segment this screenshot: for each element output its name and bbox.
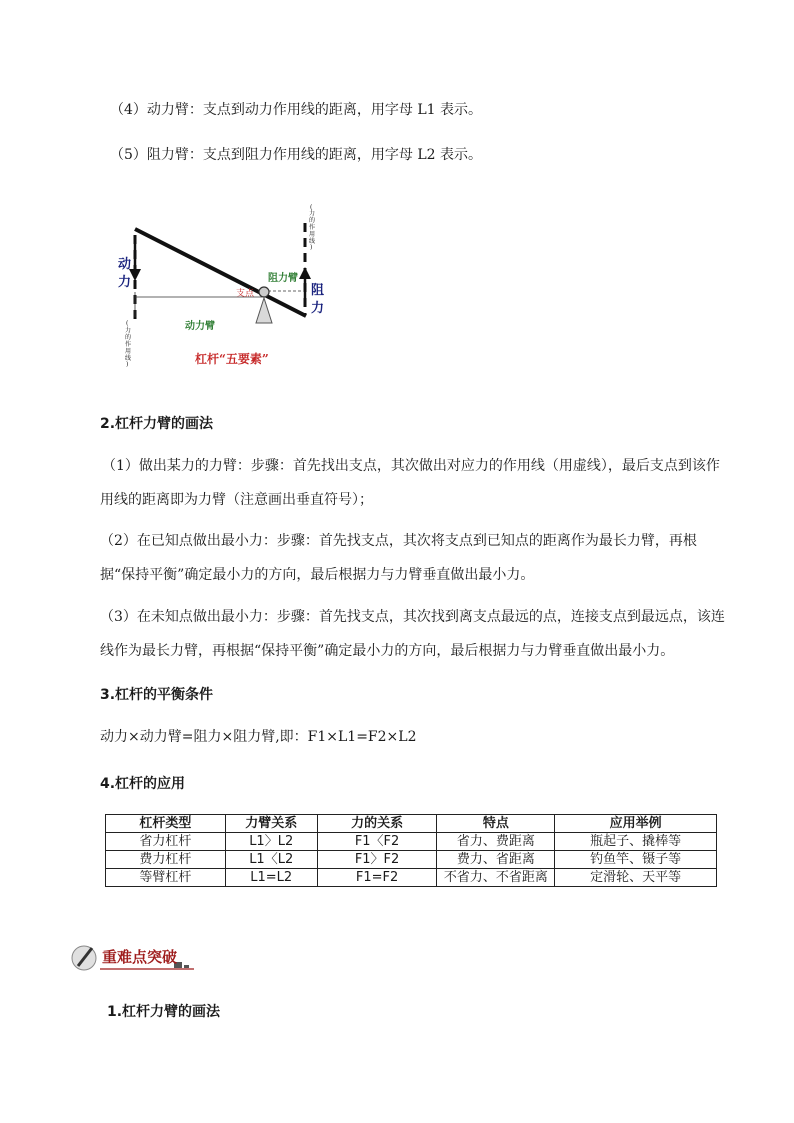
cell: L1〈L2: [225, 851, 317, 869]
resistance-arrow: [299, 267, 311, 279]
label-power-arm: 动力臂: [185, 321, 215, 332]
header-feature: 特点: [437, 815, 555, 833]
diagram-caption: 杠杆“五要素”: [195, 352, 269, 366]
label-resistance-arm: 阻力臂: [268, 273, 298, 284]
table-row: [106, 869, 717, 887]
cell: L1〉L2: [225, 833, 317, 851]
cell: 省力杠杆: [106, 833, 226, 851]
header-arm-relation: 力臂关系: [225, 815, 317, 833]
svg-text:(: (: [126, 320, 129, 327]
fulcrum-pivot: [259, 287, 269, 297]
label-fulcrum: 支点: [236, 289, 255, 299]
cell: 费力杠杆: [106, 851, 226, 869]
svg-text:的: 的: [309, 217, 316, 224]
svg-text:): ): [126, 361, 129, 368]
svg-text:作: 作: [125, 341, 132, 348]
cell: L1=L2: [225, 869, 317, 887]
header-examples: 应用举例: [555, 815, 717, 833]
cell: 不省力、不省距离: [437, 869, 555, 887]
svg-text:线: 线: [309, 238, 316, 245]
key-points-banner: [70, 942, 195, 972]
header-force-relation: 力的关系: [317, 815, 437, 833]
section2-paragraph-2: （2）在已知点做出最小力：步骤：首先找支点，其次将支点到已知点的距离作为最长力臂，再根据“保持平衡”确定最小力的方向，最后根据力与力臂垂直做出最小力。: [100, 533, 697, 583]
fulcrum-triangle: [256, 298, 272, 323]
cell: F1〈F2: [317, 833, 437, 851]
section4-heading: 4.杠杆的应用: [100, 776, 186, 792]
svg-text:线: 线: [125, 355, 132, 362]
label-power-1: 动: [118, 257, 132, 272]
table-row: [106, 851, 717, 869]
label-action-line-bottom: [125, 320, 131, 368]
balance-formula: 动力×动力臂=阻力×阻力臂,即：F1×L1=F2×L2: [100, 729, 417, 745]
next-section-heading: 1.杠杆力臂的画法: [107, 1004, 221, 1020]
section2-paragraph-1: （1）做出某力的力臂：步骤：首先找出支点，其次做出对应力的作用线（用虚线），最后支点到该作用线的距离即为力臂（注意画出垂直符号）；: [100, 458, 720, 508]
lever-application-table: [105, 814, 717, 887]
header-lever-type: 杠杆类型: [106, 815, 226, 833]
svg-text:力: 力: [309, 210, 316, 217]
svg-text:用: 用: [309, 231, 316, 238]
label-power-2: 力: [118, 275, 132, 290]
banner-label: 重难点突破: [102, 948, 178, 966]
svg-text:作: 作: [309, 224, 316, 231]
definition-power-arm: （4）动力臂：支点到动力作用线的距离，用字母 L1 表示。: [110, 102, 483, 118]
cell: 等臂杠杆: [106, 869, 226, 887]
label-resistance-2: 力: [311, 301, 325, 316]
svg-text:用: 用: [125, 348, 132, 355]
section2-paragraph-3: （3）在未知点做出最小力：步骤：首先找支点，其次找到离支点最远的点，连接支点到最远点，该连线作为最长力臂，再根据“保持平衡”确定最小力的方向，最后根据力与力臂垂直做出最小力。: [100, 609, 725, 659]
svg-text:的: 的: [125, 334, 132, 341]
cell: 瓶起子、撬棒等: [555, 833, 717, 851]
svg-text:(: (: [310, 204, 313, 211]
cell: 省力、费距离: [437, 833, 555, 851]
cell: 钓鱼竿、镊子等: [555, 851, 717, 869]
section2-heading: 2.杠杆力臂的画法: [100, 416, 214, 432]
label-action-line-top: [309, 204, 315, 251]
svg-text:力: 力: [125, 327, 132, 334]
definition-resistance-arm: （5）阻力臂：支点到阻力作用线的距离，用字母 L2 表示。: [110, 147, 483, 163]
cell: 费力、省距离: [437, 851, 555, 869]
svg-text:): ): [310, 244, 313, 251]
cell: 定滑轮、天平等: [555, 869, 717, 887]
table-row: [106, 833, 717, 851]
cell: F1〉F2: [317, 851, 437, 869]
label-resistance-1: 阻: [311, 283, 325, 298]
table-header-row: [106, 815, 717, 833]
lever-five-elements-diagram: [110, 195, 340, 375]
cell: F1=F2: [317, 869, 437, 887]
section3-heading: 3.杠杆的平衡条件: [100, 687, 214, 703]
